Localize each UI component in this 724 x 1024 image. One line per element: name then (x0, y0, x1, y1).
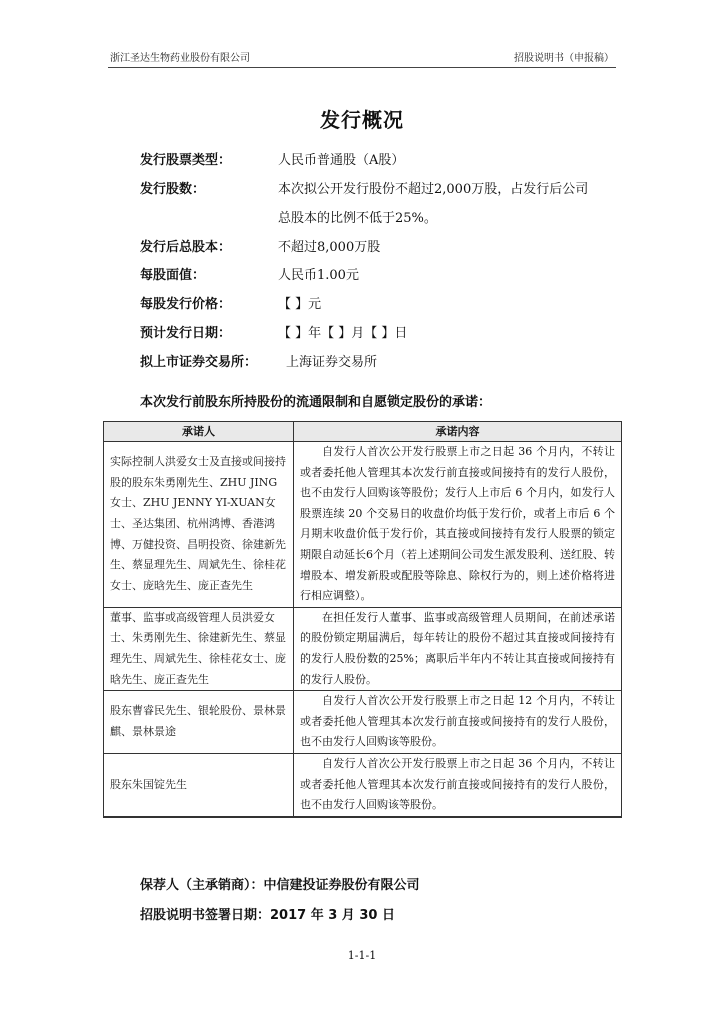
committer-cell: 股东朱国锭先生 (104, 753, 294, 816)
table-row (104, 753, 622, 816)
committer-cell: 实际控制人洪爱女士及直接或间接持股的股东朱勇刚先生、ZHU JING女士、ZHU JENNY YI-XUAN女士、圣达集团、杭州鸿博、香港鸿博、万健投资、昌明投资、徐建新先生、蔡显理先生、周斌先生、徐桂花女士、庞晗先生、庞正查先生 (104, 442, 294, 608)
page-title: 发行概况 (320, 108, 404, 132)
content-cell: 自发行人首次公开发行股票上市之日起 36 个月内，不转让或者委托他人管理其本次发行前直接或间接持有的发行人股份，也不由发行人回购该等股份；发行人上市后 6 个月内，如发行人股票连续 20 个交易日的收盘价均低于发行价，或者上市后 6 个月期末收盘价低于发行价，其直接或间接持有发行人股票的锁定期限自动延长6个月（若上述期间公司发生派发股利、送红股、转增股本、增发新股或配股等除息、除权行为的，则上述价格将进行相应调整）。 (294, 442, 622, 608)
header-doc-type: 招股说明书（申报稿） (514, 53, 614, 64)
commitment-table (103, 421, 622, 818)
content-cell: 自发行人首次公开发行股票上市之日起 12 个月内，不转让或者委托他人管理其本次发行前直接或间接持有的发行人股份，也不由发行人回购该等股份。 (294, 691, 622, 754)
header-rule (108, 67, 616, 68)
commitment-title: 本次发行前股东所持股份的流通限制和自愿锁定股份的承诺： (140, 395, 492, 410)
table-row (104, 442, 622, 608)
info-value: 本次拟公开发行股份不超过2,000万股，占发行后公司 (278, 182, 589, 197)
info-row-exchange (140, 353, 620, 373)
info-value: 【 】年【 】月【 】日 (278, 326, 408, 341)
info-label: 发行后总股本： (140, 240, 232, 255)
content-cell: 自发行人首次公开发行股票上市之日起 36 个月内，不转让或者委托他人管理其本次发行前直接或间接持有的发行人股份，也不由发行人回购该等股份。 (294, 753, 622, 816)
sign-date: 招股说明书签署日期：2017 年 3 月 30 日 (140, 908, 395, 923)
info-value-continued: 总股本的比例不低于25%。 (278, 211, 437, 226)
table-row (104, 691, 622, 754)
info-row-share-type (140, 151, 620, 171)
col-header-content: 承诺内容 (294, 422, 622, 442)
info-row-par-value (140, 266, 620, 286)
info-value: 不超过8,000万股 (278, 240, 381, 255)
committer-cell: 股东曹睿民先生、银轮股份、景林景麒、景林景途 (104, 691, 294, 754)
page-header (108, 51, 616, 67)
header-company: 浙江圣达生物药业股份有限公司 (110, 53, 250, 64)
info-value: 【 】元 (278, 297, 322, 312)
info-label: 拟上市证券交易所： (140, 355, 258, 370)
info-row-share-count-cont (140, 209, 620, 229)
info-row-date (140, 324, 620, 344)
table-row (104, 607, 622, 690)
info-label: 每股发行价格： (140, 297, 232, 312)
col-header-committer: 承诺人 (104, 422, 294, 442)
info-row-share-count (140, 180, 620, 200)
info-row-total-capital (140, 238, 620, 258)
info-value: 上海证券交易所 (286, 355, 378, 370)
committer-cell: 董事、监事或高级管理人员洪爱女士、朱勇刚先生、徐建新先生、蔡显理先生、周斌先生、徐桂花女士、庞晗先生、庞正查先生 (104, 607, 294, 690)
sponsor: 保荐人（主承销商）：中信建投证券股份有限公司 (140, 878, 420, 893)
info-value: 人民币普通股（A股） (278, 153, 405, 168)
info-label: 每股面值： (140, 268, 206, 283)
info-label: 发行股数： (140, 182, 206, 197)
table-header-row (104, 422, 622, 442)
info-label: 预计发行日期： (140, 326, 232, 341)
info-label: 发行股票类型： (140, 153, 232, 168)
info-row-price (140, 295, 620, 315)
content-cell: 在担任发行人董事、监事或高级管理人员期间，在前述承诺的股份锁定期届满后，每年转让的股份不超过其直接或间接持有的发行人股份数的25%；离职后半年内不转让其直接或间接持有的发行人股份。 (294, 607, 622, 690)
page-number: 1-1-1 (347, 949, 377, 962)
info-value: 人民币1.00元 (278, 268, 359, 283)
